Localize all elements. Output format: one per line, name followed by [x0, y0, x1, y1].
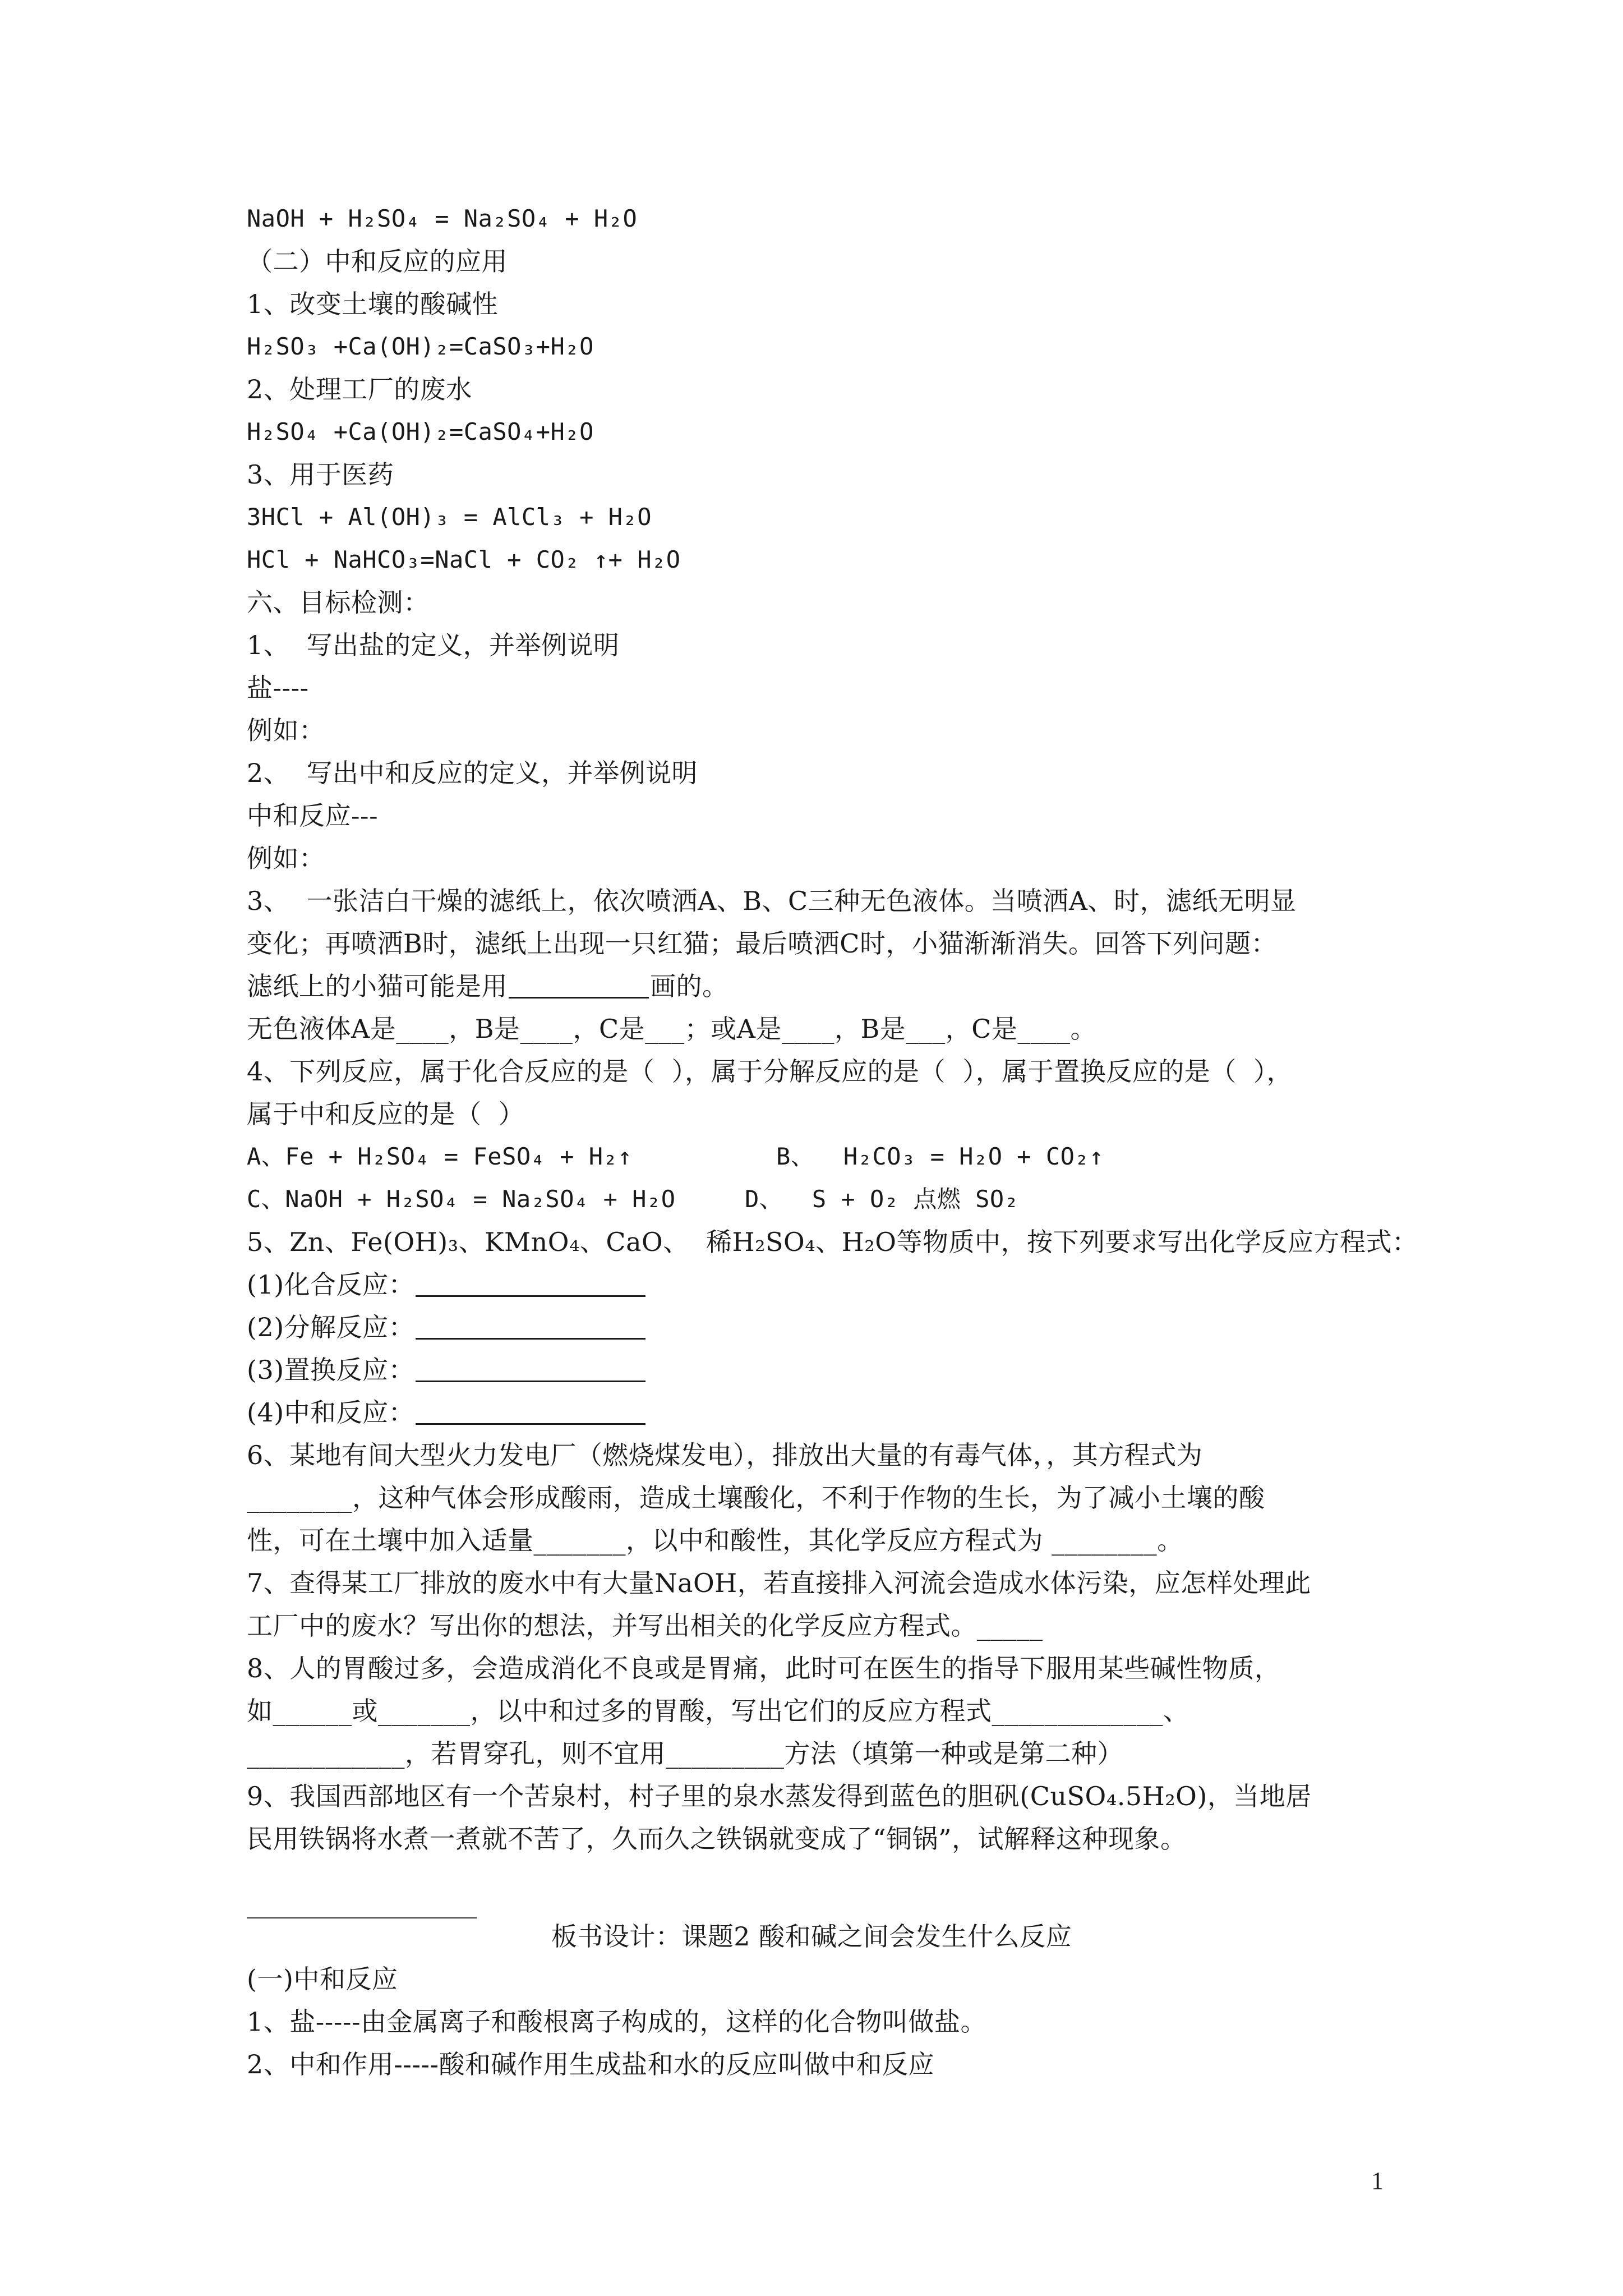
question-5-item-2-label: (2)分解反应： — [247, 1312, 415, 1342]
question-4-option-a: A、Fe + H₂SO₄ = FeSO₄ + H₂↑ — [247, 1143, 633, 1170]
question-6-line-3: 性，可在土壤中加入适量_______，以中和酸性，其化学反应方程式为 ________。 — [247, 1525, 1183, 1556]
application-1-equation: H₂SO₃ +Ca(OH)₂=CaSO₃+H₂O — [247, 333, 594, 360]
question-5-item-1-blank[interactable] — [416, 1273, 645, 1297]
application-2-heading: 2、处理工厂的废水 — [247, 374, 472, 404]
question-3-line-3-suffix: 画的。 — [650, 971, 728, 1001]
question-6-line-1: 6、某地有间大型火力发电厂（燃烧煤发电），排放出大量的有毒气体，，其方程式为 — [247, 1440, 1203, 1470]
board-design-title: 板书设计：课题2 酸和碱之间会发生什么反应 — [551, 1921, 1072, 1952]
question-5-item-4 — [247, 1397, 647, 1428]
question-5-item-3 — [247, 1354, 647, 1386]
application-3-heading: 3、用于医药 — [247, 459, 394, 490]
question-4-option-c: C、NaOH + H₂SO₄ = Na₂SO₄ + H₂O — [247, 1185, 676, 1213]
question-8-line-3: ____________，若胃穿孔，则不宜用_________方法（填第一种或是第二种） — [247, 1738, 1123, 1769]
question-1: 1、 写出盐的定义，并举例说明 — [247, 630, 620, 660]
question-4-line-2: 属于中和反应的是（ ） — [247, 1099, 525, 1129]
question-5-item-2 — [247, 1312, 647, 1343]
question-3-line-3-prefix: 滤纸上的小猫可能是用 — [247, 971, 508, 1001]
page-number: 1 — [1371, 2167, 1384, 2194]
equation-naoh-h2so4: NaOH + H₂SO₄ = Na₂SO₄ + H₂O — [247, 205, 638, 232]
section-heading-target-test: 六、目标检测： — [247, 587, 430, 618]
question-7-line-2: 工厂中的废水？写出你的想法，并写出相关的化学反应方程式。_____ — [247, 1611, 1043, 1641]
question-5-line-1: 5、Zn、Fe(OH)₃、KMnO₄、CaO、 稀H₂SO₄、H₂O等物质中，按下列要求写出化学反应方程式： — [247, 1227, 1418, 1257]
question-3-line-3 — [247, 970, 728, 1002]
question-1-example: 例如： — [247, 715, 325, 746]
question-8-line-2: 如______或_______，以中和过多的胃酸，写出它们的反应方程式_____________、 — [247, 1696, 1189, 1726]
question-2-example: 例如： — [247, 843, 325, 873]
question-6-line-2: ________，这种气体会形成酸雨，造成土壤酸化，不利于作物的生长，为了减小土壤的酸 — [247, 1483, 1265, 1513]
application-3-equation-2: HCl + NaHCO₃=NaCl + CO₂ ↑+ H₂O — [247, 546, 681, 573]
question-2-answer-neutralization: 中和反应--- — [247, 800, 379, 831]
question-9-line-2: 民用铁锅将水煮一煮就不苦了，久而久之铁锅就变成了“铜锅”，试解释这种现象。 — [247, 1824, 1187, 1854]
question-8-line-1: 8、人的胃酸过多，会造成消化不良或是胃痛，此时可在医生的指导下服用某些碱性物质， — [247, 1653, 1281, 1683]
question-1-answer-salt: 盐---- — [247, 673, 309, 703]
board-item-2: 2、中和作用-----酸和碱作用生成盐和水的反应叫做中和反应 — [247, 2049, 934, 2079]
application-1-heading: 1、改变土壤的酸碱性 — [247, 289, 499, 319]
board-item-1: 1、盐-----由金属离子和酸根离子构成的，这样的化合物叫做盐。 — [247, 2007, 986, 2037]
question-5-item-1-label: (1)化合反应： — [247, 1269, 415, 1300]
board-section-1: (一)中和反应 — [247, 1964, 398, 1994]
question-9-line-1: 9、我国西部地区有一个苦泉村，村子里的泉水蒸发得到蓝色的胆矾(CuSO₄.5H₂O)，当地居 — [247, 1781, 1312, 1811]
question-5-item-2-blank[interactable] — [416, 1315, 645, 1340]
question-7-line-1: 7、查得某工厂排放的废水中有大量NaOH，若直接排入河流会造成水体污染，应怎样处理此 — [247, 1568, 1311, 1598]
question-3-line-1: 3、 一张洁白干燥的滤纸上，依次喷洒A、B、C三种无色液体。当喷洒A、时，滤纸无明显 — [247, 886, 1297, 916]
question-2: 2、 写出中和反应的定义，并举例说明 — [247, 758, 698, 788]
question-4-option-b: B、 H₂CO₃ = H₂O + CO₂↑ — [776, 1143, 1104, 1170]
question-5-item-4-label: (4)中和反应： — [247, 1397, 415, 1428]
section-heading-neutralization-applications: （二）中和反应的应用 — [247, 246, 508, 277]
question-5-item-4-blank[interactable] — [416, 1401, 645, 1425]
application-3-equation-1: 3HCl + Al(OH)₃ = AlCl₃ + H₂O — [247, 503, 652, 531]
application-2-equation: H₂SO₄ +Ca(OH)₂=CaSO₄+H₂O — [247, 418, 594, 445]
question-4-option-d: D、 S + O₂ 点燃 SO₂ — [745, 1185, 1019, 1213]
question-4-line-1: 4、下列反应，属于化合反应的是（ ），属于分解反应的是（ ），属于置换反应的是（ ）， — [247, 1056, 1293, 1087]
question-5-item-3-label: (3)置换反应： — [247, 1355, 415, 1385]
question-3-line-2: 变化；再喷洒B时，滤纸上出现一只红猫；最后喷洒C时，小猫渐渐消失。回答下列问题： — [247, 928, 1277, 959]
question-3-answer-blank[interactable] — [509, 974, 649, 999]
question-5-item-1 — [247, 1269, 647, 1300]
separator-rule — [247, 1917, 477, 1918]
question-5-item-3-blank[interactable] — [416, 1358, 645, 1382]
question-3-line-4: 无色液体A是____，B是____，C是___；或A是____，B是___，C是____。 — [247, 1014, 1096, 1044]
